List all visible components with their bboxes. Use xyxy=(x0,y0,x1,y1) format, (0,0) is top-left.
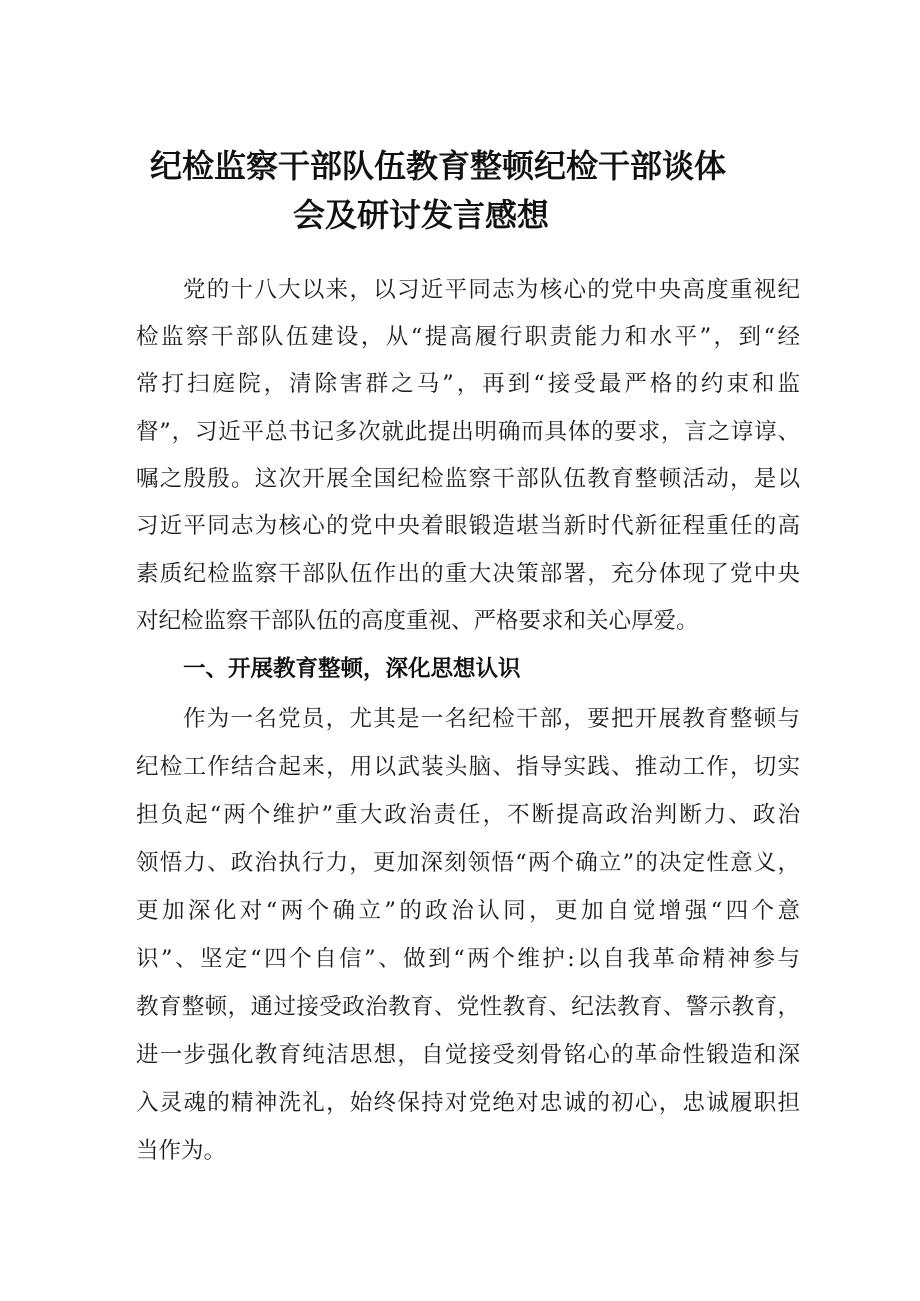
paragraph-line: 对纪检监察干部队伍的高度重视、严格要求和关心厚爱。 xyxy=(136,608,699,634)
paragraph-line: 检监察干部队伍建设，从“提高履行职责能力和水平”，到“经 xyxy=(136,324,800,350)
paragraph-line: 作为一名党员，尤其是一名纪检干部，要把开展教育整顿与 xyxy=(183,706,800,732)
paragraph-line: 当作为。 xyxy=(136,1138,227,1164)
paragraph-line: 进一步强化教育纯洁思想，自觉接受刻骨铭心的革命性锻造和深 xyxy=(136,1042,800,1068)
paragraph-line: 纪检工作结合起来，用以武装头脑、指导实践、推动工作，切实 xyxy=(136,754,800,780)
document-title-line-1: 纪检监察干部队伍教育整顿纪检干部谈体 xyxy=(150,147,727,185)
paragraph-line: 常打扫庭院，清除害群之马”，再到“接受最严格的约束和监 xyxy=(136,371,800,397)
paragraph-line: 素质纪检监察干部队伍作出的重大决策部署，充分体现了党中央 xyxy=(136,561,800,587)
paragraph-line: 习近平同志为核心的党中央着眼锻造堪当新时代新征程重任的高 xyxy=(136,513,800,539)
paragraph-line: 担负起“两个维护”重大政治责任，不断提高政治判断力、政治 xyxy=(136,802,800,828)
document-title-line-2: 会及研讨发言感想 xyxy=(293,196,550,234)
paragraph-line: 督”，习近平总书记多次就此提出明确而具体的要求，言之谆谆、 xyxy=(136,419,800,445)
section-heading-1: 一、开展教育整顿，深化思想认识 xyxy=(183,656,521,682)
paragraph-line: 教育整顿，通过接受政治教育、党性教育、纪法教育、警示教育， xyxy=(136,994,800,1020)
paragraph-line: 入灵魂的精神洗礼，始终保持对党绝对忠诚的初心，忠诚履职担 xyxy=(136,1090,800,1116)
paragraph-line: 领悟力、政治执行力，更加深刻领悟“两个确立”的决定性意义， xyxy=(136,850,800,876)
paragraph-line: 嘱之殷殷。这次开展全国纪检监察干部队伍教育整顿活动，是以 xyxy=(136,466,800,492)
paragraph-line: 识”、坚定“四个自信”、做到“两个维护:以自我革命精神参与 xyxy=(136,946,800,972)
paragraph-line: 更加深化对“两个确立”的政治认同，更加自觉增强“四个意 xyxy=(136,898,800,924)
paragraph-line: 党的十八大以来，以习近平同志为核心的党中央高度重视纪 xyxy=(183,277,800,303)
